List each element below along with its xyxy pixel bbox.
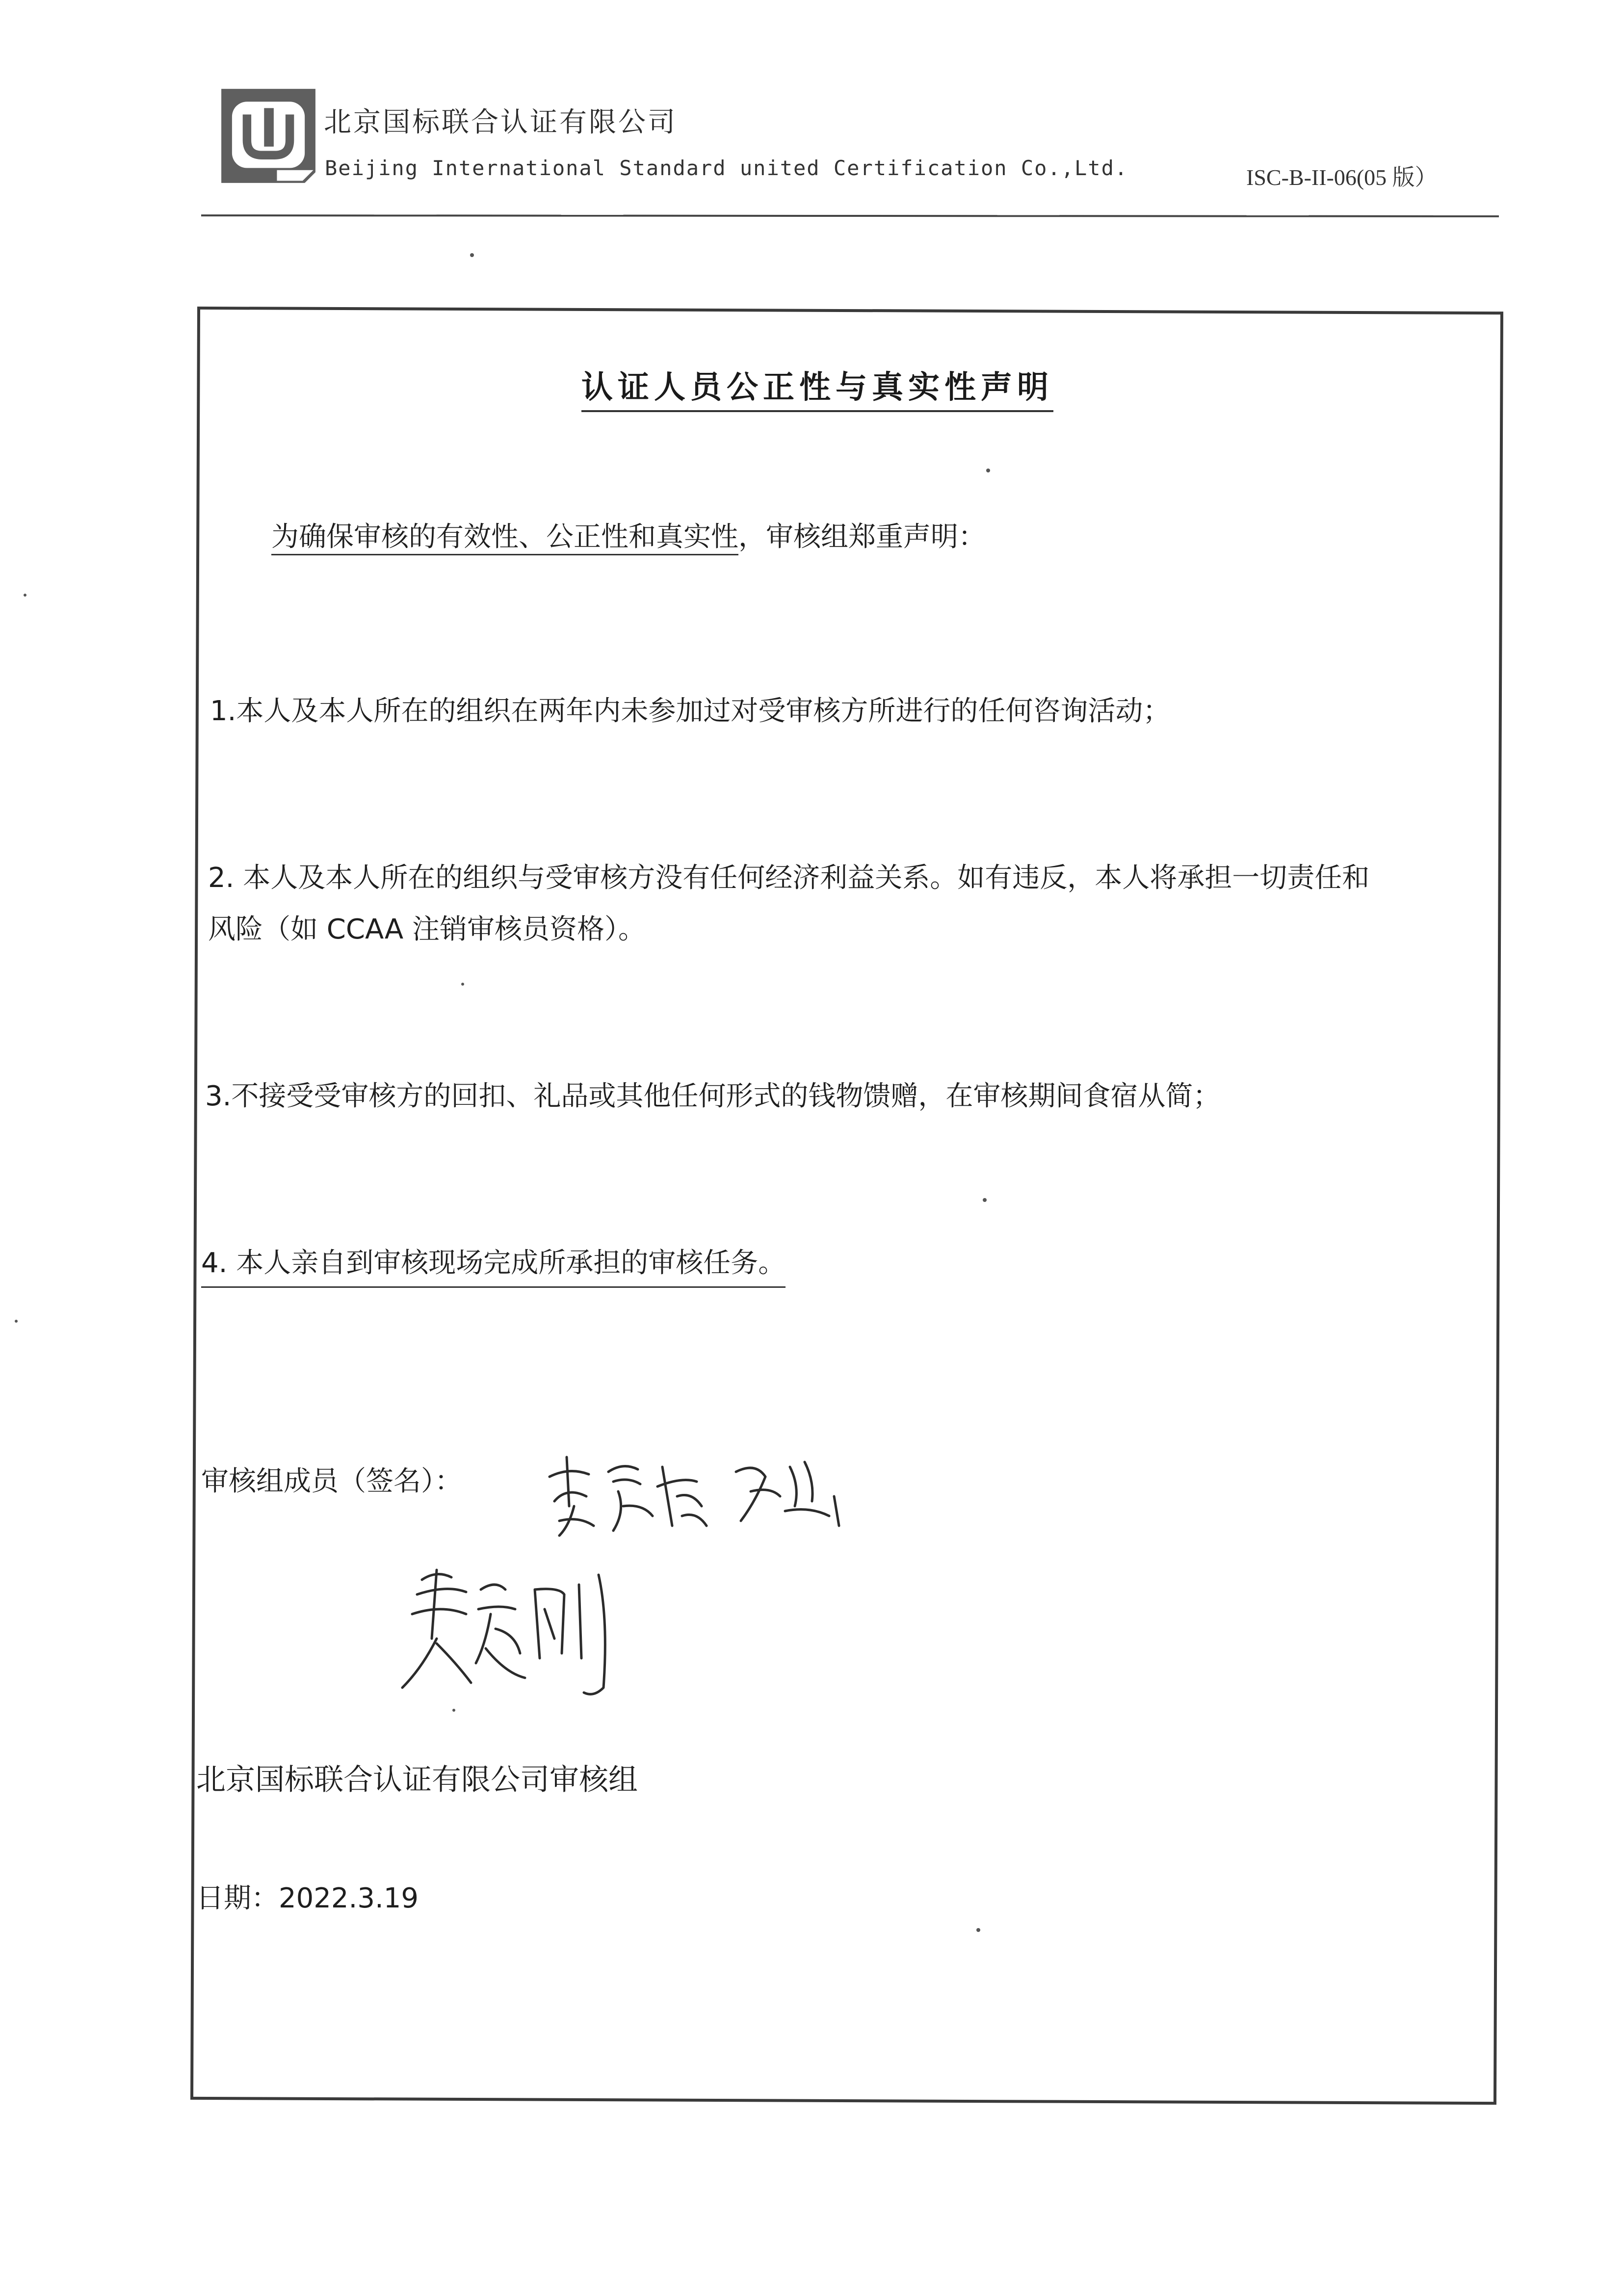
declaration-item-2-line-1: 2. 本人及本人所在的组织与受审核方没有任何经济利益关系。如有违反，本人将承担一切责任和	[208, 862, 1370, 894]
audit-team-organization: 北京国标联合认证有限公司审核组	[196, 1763, 638, 1797]
declaration-item-1: 1.本人及本人所在的组织在两年内未参加过对受审核方所进行的任何咨询活动；	[210, 695, 1171, 727]
handwritten-signature-row-1	[540, 1447, 854, 1545]
intro-rest-text: ，审核组郑重声明：	[738, 521, 986, 553]
scan-speck	[983, 1198, 987, 1202]
scan-speck	[986, 469, 990, 472]
handwritten-signature-row-2	[393, 1560, 618, 1707]
declaration-date: 日期：2022.3.19	[196, 1882, 419, 1914]
declaration-item-4: 4. 本人亲自到审核现场完成所承担的审核任务。	[201, 1241, 786, 1288]
declaration-intro	[271, 515, 986, 559]
header-divider	[201, 214, 1499, 217]
scan-speck	[461, 983, 464, 986]
company-logo-icon	[215, 82, 322, 189]
scan-speck	[24, 594, 26, 597]
declaration-item-2-line-2: 风险（如 CCAA 注销审核员资格）。	[208, 913, 646, 945]
scan-speck	[452, 1709, 455, 1712]
declaration-item-3: 3.不接受受审核方的回扣、礼品或其他任何形式的钱物馈赠，在审核期间食宿从简；	[205, 1080, 1221, 1112]
company-name-en: Beijing International Standard united Certification Co.,Ltd.	[325, 156, 1128, 180]
document-code: ISC-B-II-06(05 版）	[1246, 165, 1438, 190]
members-signature-label: 审核组成员（签名）：	[201, 1465, 462, 1497]
scan-speck	[15, 1320, 18, 1323]
scan-speck	[976, 1928, 980, 1932]
scan-speck	[470, 253, 474, 257]
intro-underlined-text: 为确保审核的有效性、公正性和真实性	[271, 521, 738, 555]
company-name-cn: 北京国标联合认证有限公司	[324, 106, 677, 138]
declaration-frame	[190, 307, 1503, 2105]
declaration-title: 认证人员公正性与真实性声明	[581, 362, 1053, 412]
